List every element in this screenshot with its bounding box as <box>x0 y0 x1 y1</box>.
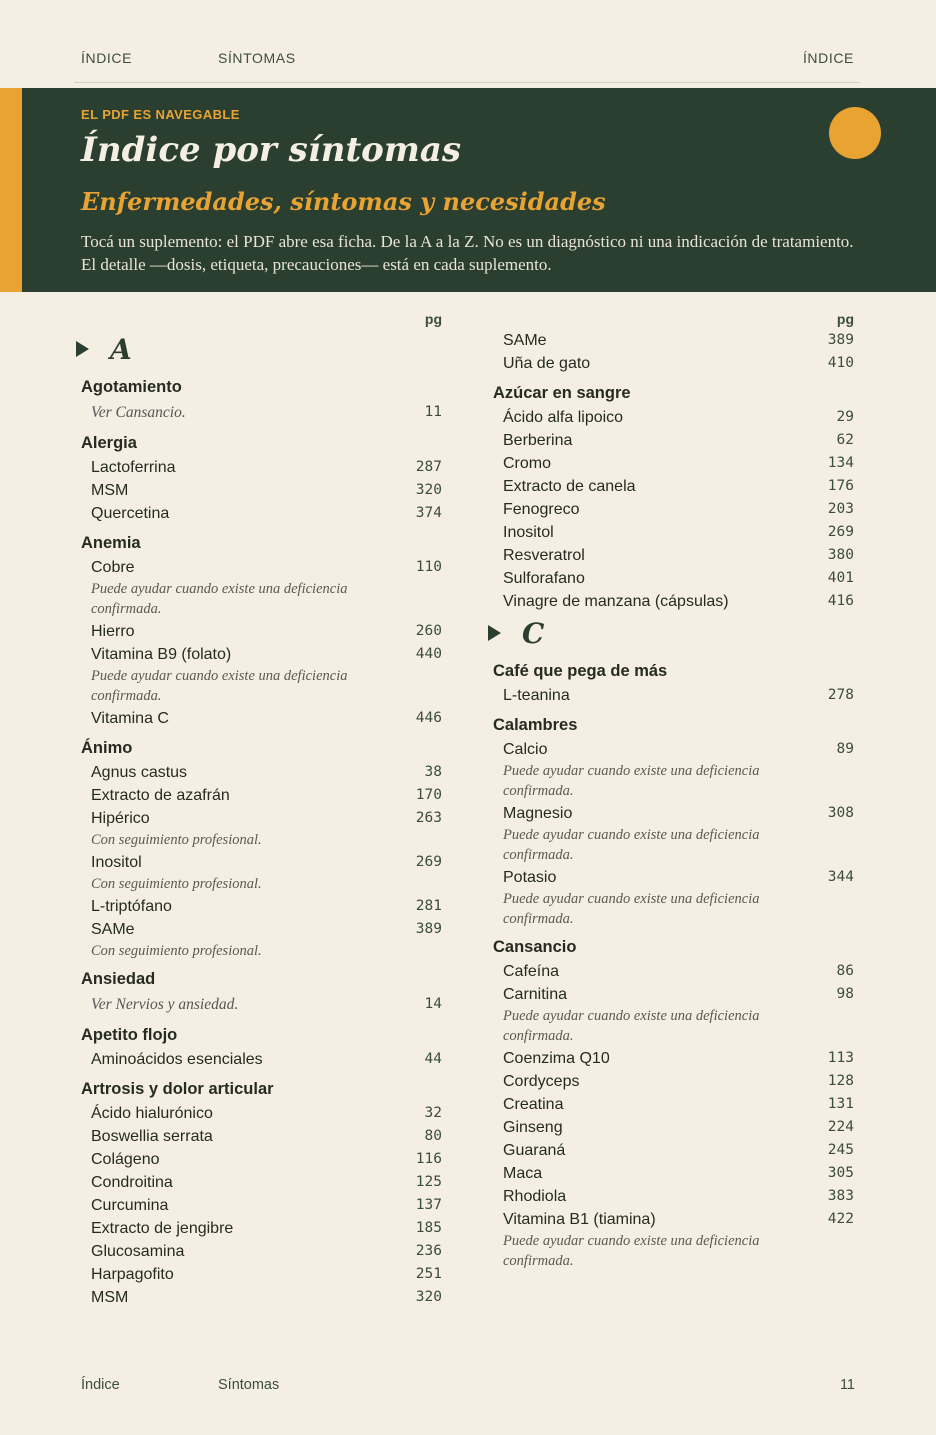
supplement-page: 446 <box>415 710 442 726</box>
supplement-name: Cordyceps <box>503 1073 580 1090</box>
supplement-link[interactable] <box>486 1093 858 1116</box>
supplement-link[interactable] <box>74 1048 446 1071</box>
supplement-page: 260 <box>415 623 442 639</box>
supplement-name: Condroitina <box>91 1174 173 1191</box>
page-subtitle: Enfermedades, síntomas y necesidades <box>81 187 606 216</box>
symptom-entry <box>74 531 446 730</box>
supplement-name: Extracto de jengibre <box>91 1220 234 1237</box>
supplement-page: 320 <box>415 482 442 498</box>
supplement-link[interactable] <box>74 1217 446 1240</box>
supplement-page: 110 <box>415 559 442 575</box>
supplement-page: 383 <box>827 1188 854 1204</box>
supplement-page: 389 <box>415 921 442 937</box>
supplement-page: 251 <box>415 1266 442 1282</box>
symptom-title: Artrosis y dolor articular <box>81 1080 274 1098</box>
supplement-name: Hierro <box>91 623 135 640</box>
supplement-link[interactable] <box>486 802 858 825</box>
supplement-note: Puede ayudar cuando existe una deficiencia confirmada. <box>503 891 760 927</box>
supplement-link[interactable] <box>74 918 446 941</box>
cross-reference-link[interactable] <box>74 400 446 425</box>
symptom-title: Apetito flojo <box>81 1026 178 1044</box>
supplement-name: Cromo <box>503 455 552 472</box>
symptom-entry <box>74 431 446 525</box>
supplement-name: SAMe <box>91 921 135 938</box>
supplement-page: 410 <box>827 355 854 371</box>
supplement-link[interactable] <box>486 329 858 352</box>
supplement-name: Ginseng <box>503 1119 563 1136</box>
supplement-name: Ácido alfa lipoico <box>503 409 624 426</box>
supplement-link[interactable] <box>486 352 858 375</box>
supplement-link[interactable] <box>74 851 446 874</box>
supplement-name: Sulforafano <box>503 570 585 587</box>
supplement-link[interactable] <box>74 479 446 502</box>
supplement-page: 89 <box>836 741 854 757</box>
supplement-page: 263 <box>415 810 442 826</box>
supplement-name: Aminoácidos esenciales <box>91 1051 263 1068</box>
supplement-page: 29 <box>836 409 854 425</box>
intro-text: Tocá un suplemento: el PDF abre esa ficha. De la A a la Z. No es un diagnóstico ni una indicación de tratamiento. El detalle —dosis, etiqueta, precauciones— está en cada suplemento. <box>81 232 854 274</box>
supplement-link[interactable] <box>486 567 858 590</box>
symptom-entry <box>486 381 858 613</box>
supplement-page: 389 <box>827 332 854 348</box>
nav-link-indice-right[interactable]: ÍNDICE <box>802 50 854 66</box>
supplement-name: Cobre <box>91 559 135 576</box>
supplement-link[interactable] <box>74 502 446 525</box>
supplement-name: Rhodiola <box>503 1188 567 1205</box>
supplement-name: L-triptófano <box>91 898 172 915</box>
supplement-page: 62 <box>836 432 854 448</box>
supplement-name: Calcio <box>503 741 548 758</box>
triangle-right-icon <box>76 341 89 357</box>
supplement-link[interactable] <box>74 784 446 807</box>
supplement-page: 128 <box>827 1073 854 1089</box>
supplement-name: Hipérico <box>91 810 150 827</box>
supplement-page: 416 <box>827 593 854 609</box>
supplement-name: Agnus castus <box>91 764 188 781</box>
supplement-page: 98 <box>836 986 854 1002</box>
supplement-page: 38 <box>424 764 442 780</box>
supplement-name: L-teanina <box>503 687 570 704</box>
supplement-name: Vitamina B1 (tiamina) <box>503 1211 656 1228</box>
supplement-link[interactable] <box>486 429 858 452</box>
supplement-page: 236 <box>415 1243 442 1259</box>
symptom-title: Ansiedad <box>81 970 156 988</box>
symptom-entry <box>486 659 858 707</box>
supplement-link[interactable] <box>486 960 858 983</box>
supplement-link[interactable] <box>486 544 858 567</box>
supplement-page: 86 <box>836 963 854 979</box>
supplement-page: 44 <box>424 1051 442 1067</box>
supplement-name: Potasio <box>503 869 557 886</box>
supplement-link[interactable] <box>486 452 858 475</box>
symptom-title: Alergia <box>81 434 137 452</box>
supplement-name: MSM <box>91 1289 129 1306</box>
supplement-note: Puede ayudar cuando existe una deficiencia confirmada. <box>503 1008 760 1044</box>
supplement-name: Ácido hialurónico <box>91 1105 213 1122</box>
symptom-entry <box>74 967 446 1017</box>
supplement-page: 203 <box>827 501 854 517</box>
page-number: 11 <box>839 1377 855 1393</box>
supplement-link[interactable] <box>486 983 858 1006</box>
supplement-page: 32 <box>424 1105 442 1121</box>
supplement-page: 134 <box>827 455 854 471</box>
supplement-name: MSM <box>91 482 129 499</box>
supplement-name: Creatina <box>503 1096 564 1113</box>
supplement-link[interactable] <box>74 707 446 730</box>
supplement-name: Inositol <box>91 854 142 871</box>
supplement-link[interactable] <box>74 456 446 479</box>
letter-heading <box>486 613 858 653</box>
triangle-right-icon <box>488 625 501 641</box>
page-title: Índice por síntomas <box>81 130 461 170</box>
supplement-name: Boswellia serrata <box>91 1128 213 1145</box>
symptom-entry <box>74 375 446 425</box>
supplement-name: Extracto de canela <box>503 478 636 495</box>
supplement-name: Vinagre de manzana (cápsulas) <box>503 593 729 610</box>
supplement-link[interactable] <box>74 1286 446 1309</box>
supplement-page: 170 <box>415 787 442 803</box>
supplement-page: 344 <box>827 869 854 885</box>
supplement-note: Puede ayudar cuando existe una deficiencia confirmada. <box>503 827 760 863</box>
letter-label: A <box>110 332 132 366</box>
supplement-link[interactable] <box>74 1125 446 1148</box>
top-navigation <box>74 0 860 83</box>
supplement-link[interactable] <box>74 895 446 918</box>
supplement-name: SAMe <box>503 332 547 349</box>
supplement-name: Inositol <box>503 524 554 541</box>
supplement-page: 380 <box>827 547 854 563</box>
supplement-link[interactable] <box>486 1116 858 1139</box>
letter-heading <box>74 329 446 369</box>
supplement-name: Fenogreco <box>503 501 580 518</box>
supplement-name: Curcumina <box>91 1197 169 1214</box>
footer-link-sintomas[interactable]: Síntomas <box>218 1377 280 1393</box>
supplement-note: Con seguimiento profesional. <box>91 943 262 959</box>
supplement-page: 131 <box>827 1096 854 1112</box>
cross-reference-text: Ver Nervios y ansiedad. <box>91 996 239 1013</box>
supplement-page: 308 <box>827 805 854 821</box>
supplement-link[interactable] <box>74 1148 446 1171</box>
supplement-name: Extracto de azafrán <box>91 787 230 804</box>
supplement-page: 287 <box>415 459 442 475</box>
supplement-page: 269 <box>827 524 854 540</box>
cross-reference-link[interactable] <box>74 992 446 1017</box>
supplement-name: Coenzima Q10 <box>503 1050 610 1067</box>
supplement-link[interactable] <box>486 1047 858 1070</box>
supplement-link[interactable] <box>74 1194 446 1217</box>
symptom-entry <box>74 1077 446 1309</box>
accent-bar <box>0 88 22 292</box>
supplement-link[interactable] <box>486 1162 858 1185</box>
hero-banner <box>0 88 936 292</box>
supplement-name: Lactoferrina <box>91 459 176 476</box>
supplement-note: Puede ayudar cuando existe una deficiencia confirmada. <box>91 668 348 704</box>
supplement-note: Con seguimiento profesional. <box>91 876 262 892</box>
page-column-label: pg <box>836 311 854 327</box>
letter-label: C <box>522 616 545 650</box>
supplement-page: 374 <box>415 505 442 521</box>
supplement-page: 176 <box>827 478 854 494</box>
cross-reference-page: 11 <box>424 404 442 420</box>
supplement-name: Uña de gato <box>503 355 591 372</box>
supplement-name: Glucosamina <box>91 1243 185 1260</box>
supplement-name: Carnitina <box>503 986 568 1003</box>
supplement-page: 305 <box>827 1165 854 1181</box>
supplement-page: 440 <box>415 646 442 662</box>
supplement-page: 422 <box>827 1211 854 1227</box>
supplement-link[interactable] <box>74 807 446 830</box>
supplement-page: 245 <box>827 1142 854 1158</box>
supplement-link[interactable] <box>486 1208 858 1231</box>
supplement-link[interactable] <box>486 684 858 707</box>
supplement-link[interactable] <box>74 1263 446 1286</box>
symptom-title: Anemia <box>81 534 141 552</box>
supplement-link[interactable] <box>74 1102 446 1125</box>
supplement-page: 137 <box>415 1197 442 1213</box>
nav-link-indice[interactable]: ÍNDICE <box>81 50 133 66</box>
symptom-title: Agotamiento <box>81 378 182 396</box>
supplement-page: 185 <box>415 1220 442 1236</box>
cross-reference-page: 14 <box>424 996 442 1012</box>
symptom-title: Azúcar en sangre <box>493 384 631 402</box>
supplement-name: Vitamina B9 (folato) <box>91 646 232 663</box>
page-column-label: pg <box>424 311 442 327</box>
supplement-link[interactable] <box>74 643 446 666</box>
supplement-note: Puede ayudar cuando existe una deficiencia confirmada. <box>503 763 760 799</box>
supplement-name: Resveratrol <box>503 547 585 564</box>
supplement-name: Magnesio <box>503 805 573 822</box>
supplement-page: 401 <box>827 570 854 586</box>
supplement-name: Vitamina C <box>91 710 169 727</box>
supplement-page: 224 <box>827 1119 854 1135</box>
supplement-name: Harpagofito <box>91 1266 174 1283</box>
cross-reference-text: Ver Cansancio. <box>91 404 186 421</box>
supplement-name: Berberina <box>503 432 573 449</box>
supplement-page: 116 <box>415 1151 442 1167</box>
supplement-link[interactable] <box>486 1185 858 1208</box>
supplement-page: 269 <box>415 854 442 870</box>
supplement-name: Quercetina <box>91 505 170 522</box>
supplement-link[interactable] <box>486 1139 858 1162</box>
symptom-title: Calambres <box>493 716 578 734</box>
symptom-title: Café que pega de más <box>493 662 668 680</box>
supplement-link[interactable] <box>486 590 858 613</box>
supplement-link[interactable] <box>486 738 858 761</box>
supplement-page: 320 <box>415 1289 442 1305</box>
supplement-note: Con seguimiento profesional. <box>91 832 262 848</box>
supplement-link[interactable] <box>486 866 858 889</box>
supplement-page: 113 <box>827 1050 854 1066</box>
supplement-link[interactable] <box>486 475 858 498</box>
supplement-note: Puede ayudar cuando existe una deficiencia confirmada. <box>91 581 348 617</box>
symptom-entry <box>74 736 446 961</box>
supplement-page: 125 <box>415 1174 442 1190</box>
footer-link-indice[interactable]: Índice <box>81 1377 120 1393</box>
supplement-page: 278 <box>827 687 854 703</box>
index-column-right <box>486 309 858 1272</box>
supplement-note: Puede ayudar cuando existe una deficiencia confirmada. <box>503 1233 760 1269</box>
kicker-label: EL PDF ES NAVEGABLE <box>81 107 240 122</box>
supplement-link[interactable] <box>74 761 446 784</box>
symptom-title: Cansancio <box>493 938 577 956</box>
supplement-link[interactable] <box>486 1070 858 1093</box>
symptom-entry <box>486 713 858 929</box>
supplement-name: Colágeno <box>91 1151 160 1168</box>
symptom-entry <box>74 1023 446 1071</box>
supplement-link[interactable] <box>486 406 858 429</box>
symptom-entry <box>486 935 858 1271</box>
accent-dot <box>829 107 881 159</box>
supplement-link[interactable] <box>486 521 858 544</box>
supplement-name: Maca <box>503 1165 543 1182</box>
supplement-link[interactable] <box>74 1240 446 1263</box>
supplement-link[interactable] <box>74 556 446 579</box>
supplement-link[interactable] <box>74 620 446 643</box>
supplement-link[interactable] <box>486 498 858 521</box>
supplement-name: Guaraná <box>503 1142 566 1159</box>
symptom-title: Ánimo <box>81 739 133 757</box>
nav-link-sintomas[interactable]: SÍNTOMAS <box>218 50 296 66</box>
index-column-left <box>74 309 446 1309</box>
supplement-link[interactable] <box>74 1171 446 1194</box>
supplement-page: 281 <box>415 898 442 914</box>
supplement-name: Cafeína <box>503 963 560 980</box>
supplement-page: 80 <box>424 1128 442 1144</box>
